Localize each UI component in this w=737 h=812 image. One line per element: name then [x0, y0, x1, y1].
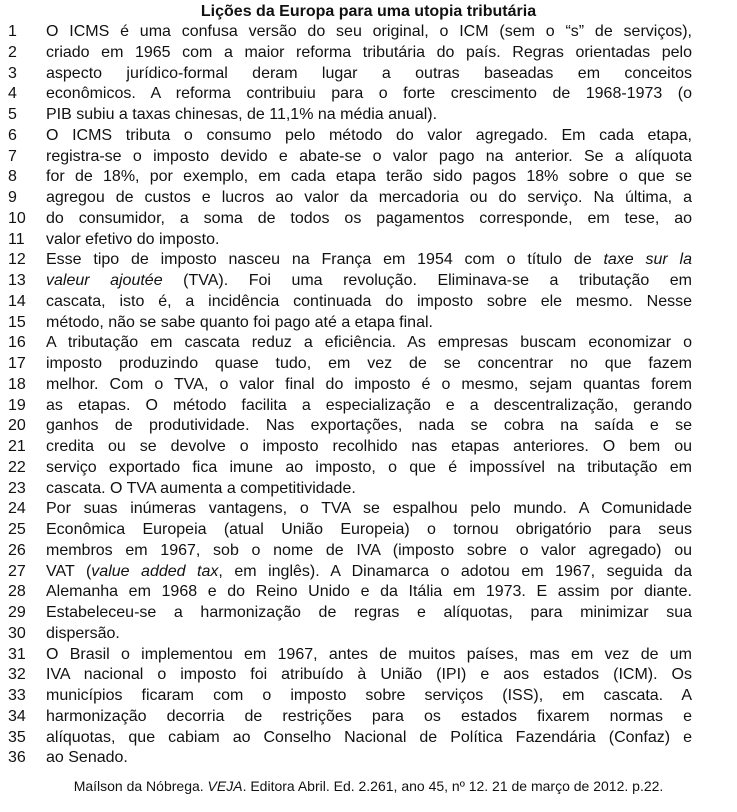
- line-number: 28: [8, 583, 26, 601]
- line-number: 29: [8, 604, 26, 621]
- text-line: [0, 43, 737, 64]
- line-number: 10: [8, 209, 26, 227]
- line-number: 23: [8, 479, 26, 497]
- line-number: 2: [8, 43, 17, 61]
- line-number: 6: [8, 126, 17, 144]
- line-text: as etapas. O método facilita a especialização e a descentralização, gerando: [46, 396, 692, 414]
- line-text: Econômica Europeia (atual União Europeia) o tornou obrigatório para seus: [46, 521, 692, 538]
- text-line: [0, 167, 737, 188]
- text-line: [0, 603, 737, 624]
- line-number: 19: [8, 396, 26, 414]
- line-text: imposto produzindo quase tudo, em vez de se concentrar no que fazem: [46, 355, 692, 372]
- line-text: agregou de custos e lucros ao valor da mercadoria ou do serviço. Na última, a: [46, 189, 692, 206]
- line-text: alíquotas, que cabiam ao Conselho Nacional de Política Fazendária (Confaz) e: [46, 728, 692, 746]
- line-text: VAT (value added tax, em inglês). A Dinamarca o adotou em 1967, seguida da: [46, 562, 692, 580]
- text-line: [0, 333, 737, 354]
- line-text: IVA nacional o imposto foi atribuído à União (IPI) e aos estados (ICM). Os: [46, 666, 692, 684]
- line-text: dispersão.: [46, 624, 120, 642]
- line-number: 25: [8, 521, 26, 538]
- line-text: valeur ajoutée (TVA). Foi uma revolução. Eliminava-se a tributação em: [46, 272, 692, 289]
- line-text: A tributação em cascata reduz a eficiência. As empresas buscam economizar o: [46, 334, 692, 352]
- text-line: [0, 520, 737, 541]
- line-text: registra-se o imposto devido e abate-se o valor pago na anterior. Se a alíquota: [46, 147, 692, 165]
- line-number: 14: [8, 292, 26, 310]
- text-line: [0, 188, 737, 209]
- line-number: 7: [8, 147, 17, 165]
- line-text: ao Senado.: [46, 749, 128, 767]
- line-number: 30: [8, 624, 26, 642]
- line-text: Por suas inúmeras vantagens, o TVA se espalhou pelo mundo. A Comunidade: [46, 500, 692, 518]
- text-line: [0, 230, 737, 251]
- line-number: 20: [8, 417, 26, 435]
- text-line: [0, 686, 737, 707]
- text-line: [0, 582, 737, 603]
- line-number: 26: [8, 541, 26, 559]
- text-line: [0, 396, 737, 417]
- line-text: municípios ficaram com o imposto sobre serviços (ISS), em cascata. A: [46, 687, 692, 704]
- line-number: 21: [8, 438, 26, 455]
- text-line: [0, 64, 737, 85]
- line-number: 5: [8, 106, 17, 123]
- line-number: 1: [8, 23, 17, 40]
- line-text: do consumidor, a soma de todos os pagamentos corresponde, em tese, ao: [46, 209, 692, 227]
- line-text: serviço exportado fica imune ao imposto, o que é impossível na tributação em: [46, 458, 692, 476]
- text-line: [0, 624, 737, 645]
- line-text: O ICMS tributa o consumo pelo método do valor agregado. Em cada etapa,: [46, 126, 692, 144]
- text-line: [0, 479, 737, 500]
- line-text: Esse tipo de imposto nasceu na França em 1954 com o título de taxe sur la: [46, 251, 692, 269]
- line-text: Alemanha em 1968 e do Reino Unido e da Itália em 1973. E assim por diante.: [46, 583, 692, 601]
- text-line: [0, 292, 737, 313]
- text-line: [0, 416, 737, 437]
- line-text: ganhos de produtividade. Nas exportações, nada se cobra na saída e se: [46, 417, 692, 435]
- line-text: valor efetivo do imposto.: [46, 230, 220, 248]
- line-text: O ICMS é uma confusa versão do seu original, o ICM (sem o “s” de serviços),: [46, 23, 692, 40]
- line-text: credita ou se devolve o imposto recolhido nas etapas anteriores. O bem ou: [46, 438, 692, 455]
- line-number: 13: [8, 272, 26, 289]
- line-number: 11: [8, 230, 25, 248]
- line-number: 4: [8, 85, 17, 103]
- text-line: [0, 562, 737, 583]
- text-line: [0, 499, 737, 520]
- text-line: [0, 458, 737, 479]
- text-line: [0, 665, 737, 686]
- text-line: [0, 126, 737, 147]
- line-number: 31: [8, 645, 26, 663]
- line-text: membros em 1967, sob o nome de IVA (imposto sobre o valor agregado) ou: [46, 541, 692, 559]
- text-line: [0, 84, 737, 105]
- line-text: aspecto jurídico-formal deram lugar a outras baseadas em conceitos: [46, 64, 692, 82]
- line-text: harmonização decorria de restrições para os estados fixarem normas e: [46, 707, 692, 725]
- article-title: Lições da Europa para uma utopia tributária: [200, 3, 537, 20]
- text-line: [0, 313, 737, 334]
- text-line: [0, 541, 737, 562]
- text-line: [0, 250, 737, 271]
- line-number: 16: [8, 334, 26, 352]
- text-line: [0, 707, 737, 728]
- text-line: [0, 147, 737, 168]
- line-text: cascata. O TVA aumenta a competitividade.: [46, 479, 356, 497]
- line-text: PIB subiu a taxas chinesas, de 11,1% na média anual).: [46, 106, 438, 123]
- line-number: 9: [8, 189, 17, 206]
- line-text: criado em 1965 com a maior reforma tributária do país. Regras orientadas pelo: [46, 43, 692, 61]
- text-line: [0, 271, 737, 292]
- line-number: 27: [8, 562, 26, 580]
- line-number: 32: [8, 666, 26, 684]
- source-credit: Maílson da Nóbrega. VEJA. Editora Abril. Ed. 2.261, ano 45, nº 12. 21 de março de 2012. p.22.: [73, 778, 664, 794]
- text-line: [0, 728, 737, 749]
- line-number: 18: [8, 375, 26, 393]
- text-line: [0, 354, 737, 375]
- text-line: [0, 748, 737, 769]
- text-line: [0, 209, 737, 230]
- line-text: econômicos. A reforma contribuiu para o forte crescimento de 1968-1973 (o: [46, 85, 692, 103]
- line-text: O Brasil o implementou em 1967, antes de muitos países, mas em vez de um: [46, 645, 692, 663]
- line-number: 33: [8, 687, 26, 704]
- line-number: 12: [8, 251, 26, 269]
- text-line: [0, 22, 737, 43]
- line-number: 24: [8, 500, 26, 518]
- line-number: 17: [8, 355, 26, 372]
- line-number: 34: [8, 707, 26, 725]
- line-text: for de 18%, por exemplo, em cada etapa terão sido pagos 18% sobre o que se: [46, 168, 692, 186]
- line-text: cascata, isto é, a incidência continuada do imposto sobre ele mesmo. Nesse: [46, 292, 692, 310]
- article-body: [0, 22, 737, 769]
- line-number: 15: [8, 313, 26, 331]
- line-number: 22: [8, 458, 26, 476]
- line-text: Estabeleceu-se a harmonização de regras e alíquotas, para minimizar sua: [46, 604, 692, 621]
- line-number: 36: [8, 749, 26, 767]
- text-line: [0, 105, 737, 126]
- line-number: 35: [8, 728, 26, 746]
- line-number: 3: [8, 64, 17, 82]
- line-text: melhor. Com o TVA, o valor final do imposto é o mesmo, sejam quantas forem: [46, 375, 692, 393]
- line-number: 8: [8, 168, 17, 186]
- line-text: método, não se sabe quanto foi pago até a etapa final.: [46, 313, 433, 331]
- text-line: [0, 437, 737, 458]
- text-line: [0, 375, 737, 396]
- text-line: [0, 645, 737, 666]
